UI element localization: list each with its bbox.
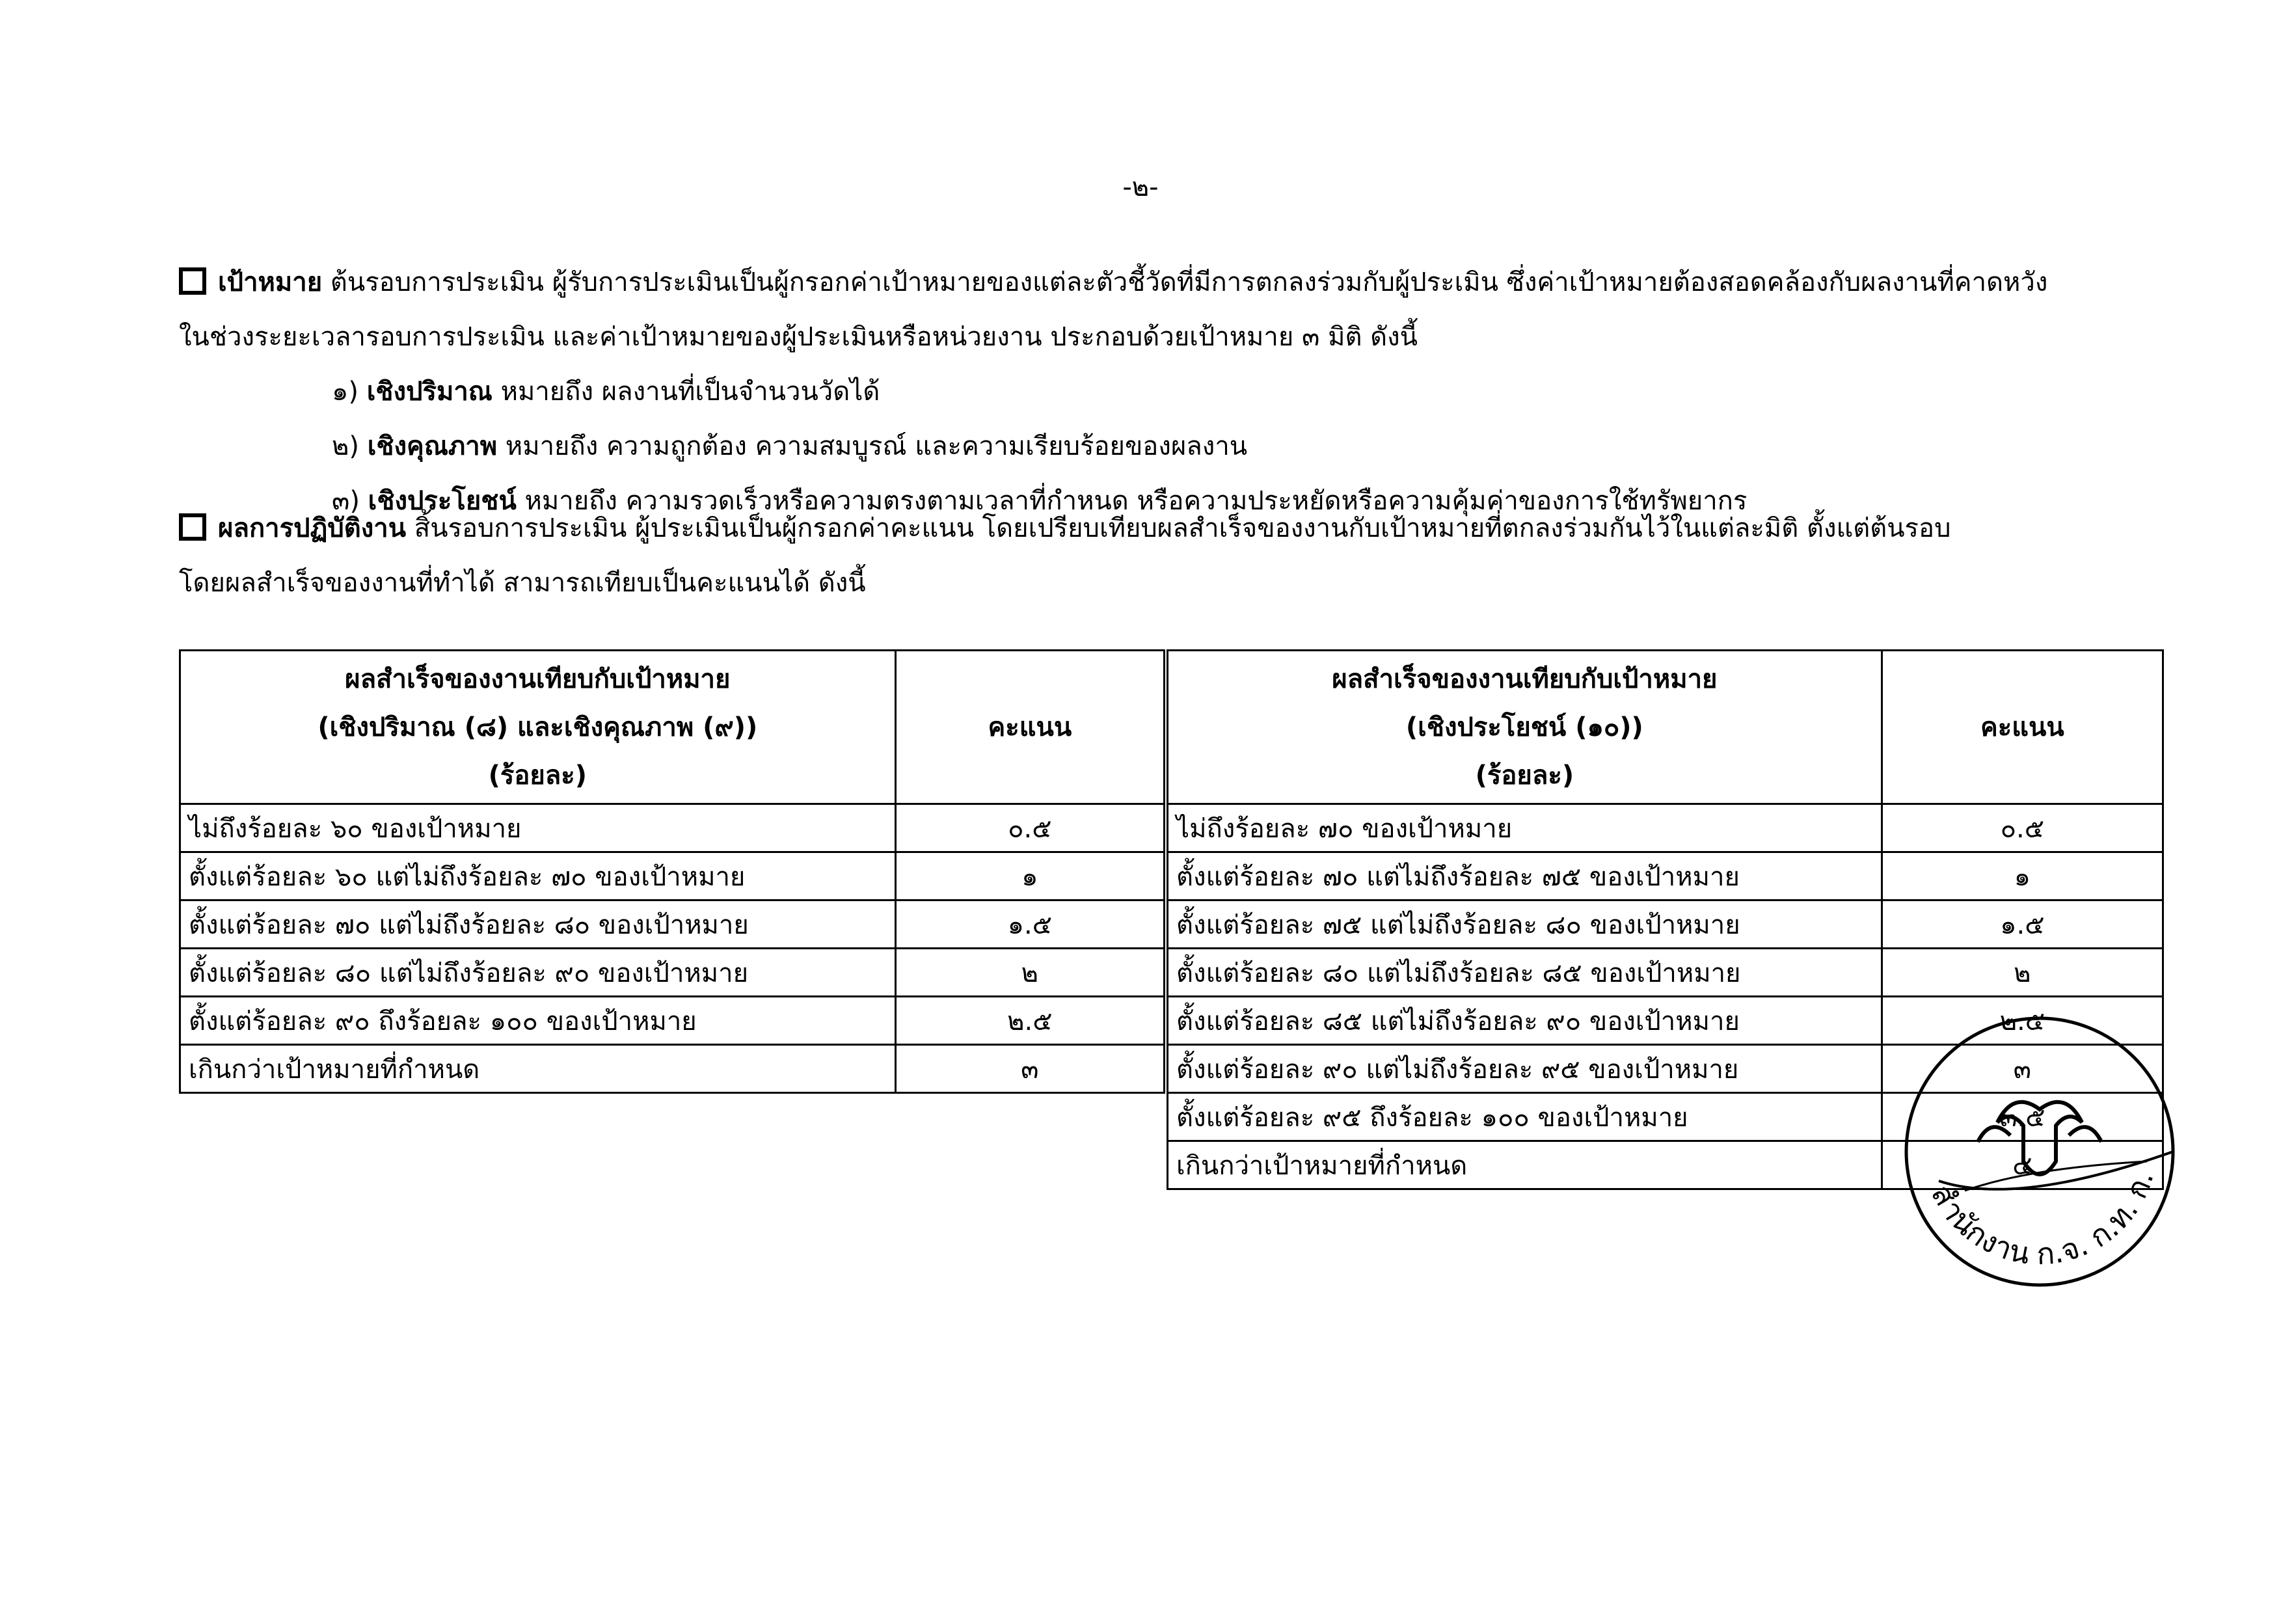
target-line-2: ในช่วงระยะเวลารอบการประเมิน และค่าเป้าหมายของผู้ประเมินหรือหน่วยงาน ประกอบด้วยเป้าหมาย ๓ มิติ ดังนี้ — [179, 322, 1418, 352]
table-row: ตั้งแต่ร้อยละ ๗๐ แต่ไม่ถึงร้อยละ ๗๕ ของเป้าหมาย ๑ — [1168, 852, 2163, 900]
table-row: ตั้งแต่ร้อยละ ๘๕ แต่ไม่ถึงร้อยละ ๙๐ ของเป้าหมาย ๒.๕ — [1168, 997, 2163, 1045]
table-row: ตั้งแต่ร้อยละ ๙๐ แต่ไม่ถึงร้อยละ ๙๕ ของเป้าหมาย ๓ — [1168, 1045, 2163, 1093]
result-paragraph — [179, 501, 2105, 610]
score-table-quantity-quality — [179, 649, 1165, 1094]
score-header: คะแนน — [895, 651, 1164, 804]
checkbox-icon — [179, 267, 206, 295]
result-line-2: โดยผลสำเร็จของงานที่ทำได้ สามารถเทียบเป็นคะแนนได้ ดังนี้ — [179, 568, 866, 598]
dimension-item: ๓) เชิงประโยชน์ หมายถึง ความรวดเร็วหรือความตรงตามเวลาที่กำหนด หรือความประหยัดหรือความคุ้มค่าของการใช้ทรัพยากร — [332, 486, 1748, 516]
dimension-item: ๒) เชิงคุณภาพ หมายถึง ความถูกต้อง ความสมบูรณ์ และความเรียบร้อยของผลงาน — [332, 431, 1248, 461]
table-row: ไม่ถึงร้อยละ ๗๐ ของเป้าหมาย ๐.๕ — [1168, 804, 2163, 852]
official-seal-stamp — [1900, 1012, 2180, 1292]
target-heading: เป้าหมาย — [218, 267, 323, 297]
dimension-item: ๑) เชิงปริมาณ หมายถึง ผลงานที่เป็นจำนวนวัดได้ — [332, 377, 880, 407]
table-row: เกินกว่าเป้าหมายที่กำหนด ๔ — [1168, 1141, 2163, 1189]
stamp-text: สำนักงาน ก.จ. ก.ท. ก. — [1924, 1167, 2161, 1272]
table-row: ตั้งแต่ร้อยละ ๘๐ แต่ไม่ถึงร้อยละ ๘๕ ของเป้าหมาย ๒ — [1168, 949, 2163, 997]
table-row: ตั้งแต่ร้อยละ ๗๐ แต่ไม่ถึงร้อยละ ๘๐ ของเป้าหมาย ๑.๕ — [180, 900, 1165, 949]
target-paragraph — [179, 255, 2105, 364]
table-row: ตั้งแต่ร้อยละ ๖๐ แต่ไม่ถึงร้อยละ ๗๐ ของเป้าหมาย ๑ — [180, 852, 1165, 900]
table-header-row — [1168, 651, 2163, 804]
table-header-row — [180, 651, 1165, 804]
result-heading: ผลการปฏิบัติงาน — [218, 513, 407, 543]
criteria-header: ผลสำเร็จของงานเทียบกับเป้าหมาย (เชิงประโยชน์ (๑๐)) (ร้อยละ) — [1168, 651, 1882, 804]
table-row: ไม่ถึงร้อยละ ๖๐ ของเป้าหมาย ๐.๕ — [180, 804, 1165, 852]
target-text-1: ต้นรอบการประเมิน ผู้รับการประเมินเป็นผู้กรอกค่าเป้าหมายของแต่ละตัวชี้วัดที่มีการตกลงร่วมกับผู้ประเมิน ซึ่งค่าเป้าหมายต้องสอดคล้องกับผลงานที่คาดหวัง — [322, 267, 2048, 297]
result-text-1: สิ้นรอบการประเมิน ผู้ประเมินเป็นผู้กรอกค่าคะแนน โดยเปรียบเทียบผลสำเร็จของงานกับเป้าหมายที่ตกลงร่วมกันไว้ในแต่ละมิติ ตั้งแต่ต้นรอบ — [406, 513, 1951, 543]
result-line-1 — [179, 501, 2105, 556]
target-line-1 — [179, 255, 2105, 310]
svg-text:สำนักงาน ก.จ. ก.ท. ก.อบต. — [1900, 1012, 2161, 1271]
score-header: คะแนน — [1882, 651, 2163, 804]
table-row: ตั้งแต่ร้อยละ ๘๐ แต่ไม่ถึงร้อยละ ๙๐ ของเป้าหมาย ๒ — [180, 949, 1165, 997]
table-row: ตั้งแต่ร้อยละ ๙๐ ถึงร้อยละ ๑๐๐ ของเป้าหมาย ๒.๕ — [180, 997, 1165, 1045]
criteria-header: ผลสำเร็จของงานเทียบกับเป้าหมาย (เชิงปริมาณ (๘) และเชิงคุณภาพ (๙)) (ร้อยละ) — [180, 651, 896, 804]
seal-icon — [1900, 1012, 2180, 1292]
table-row: ตั้งแต่ร้อยละ ๗๕ แต่ไม่ถึงร้อยละ ๘๐ ของเป้าหมาย ๑.๕ — [1168, 900, 2163, 949]
checkbox-icon — [179, 513, 206, 541]
table-row: ตั้งแต่ร้อยละ ๙๕ ถึงร้อยละ ๑๐๐ ของเป้าหมาย ๓.๕ — [1168, 1093, 2163, 1141]
table-row: เกินกว่าเป้าหมายที่กำหนด ๓ — [180, 1045, 1165, 1093]
page-number: -๒- — [1122, 172, 1159, 202]
